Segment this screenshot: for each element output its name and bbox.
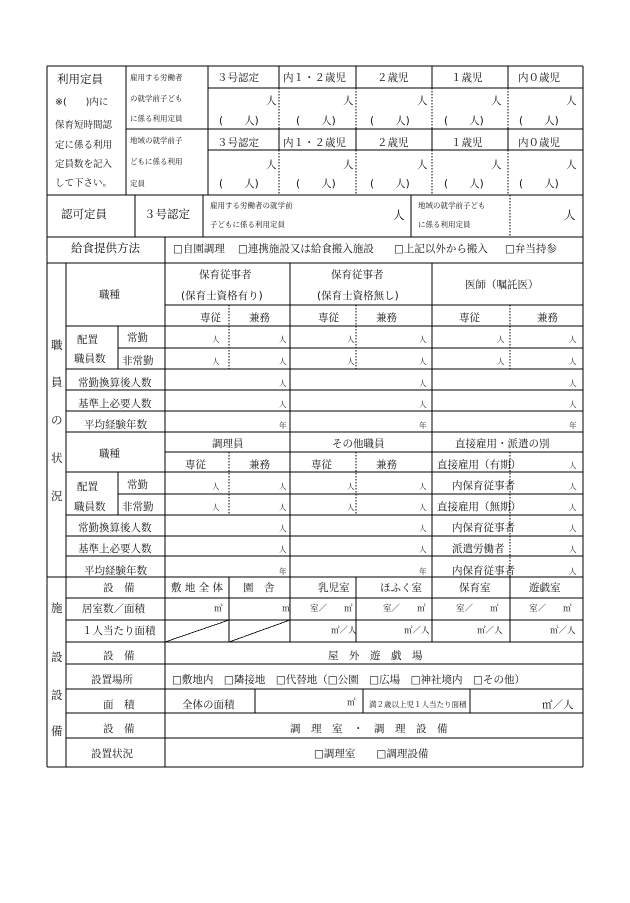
- nurse-unqualified-header-1: 保育従事者: [331, 269, 384, 281]
- community-capacity-label-2: どもに係る利用: [130, 157, 183, 166]
- approved-employer-label-1: 雇用する労働者の就学前: [210, 201, 293, 210]
- capacity-col-age1: １歳児: [451, 72, 483, 84]
- job-type-label: 職種: [99, 289, 120, 301]
- capacity-col-age1: １歳児: [451, 137, 483, 149]
- fulltime-header: 専従: [200, 312, 221, 324]
- staff-side-label-1: 職: [51, 338, 63, 352]
- nurse-staff-label: 内保育従事者: [452, 480, 515, 492]
- staff-side-label-5: 況: [51, 489, 63, 503]
- sqm-per-person: ㎡／人: [404, 626, 430, 636]
- approved-community-label-2: に係る利用定員: [418, 220, 471, 229]
- staff-unit: 人: [419, 379, 427, 388]
- staff-side-label-2: 員: [51, 375, 63, 389]
- concurrent-header: 兼務: [537, 312, 558, 324]
- rooms-area-label: 居室数／面積: [82, 603, 145, 615]
- staff-unit: 人: [569, 400, 577, 409]
- placement-label: 配置: [77, 481, 98, 493]
- kitchen-options[interactable]: □調理室 □調理設備: [314, 748, 429, 760]
- approved-community-label-1: 地域の就学前子ども: [418, 201, 486, 210]
- short-time-capacity: ( 人): [370, 178, 410, 190]
- capacity-unit: 人: [417, 159, 428, 171]
- concurrent-header: 兼務: [376, 459, 397, 471]
- community-capacity-label-3: 定員: [130, 179, 145, 188]
- sqm-per-child: ㎡／人: [542, 699, 574, 711]
- staff-unit: 人: [347, 503, 355, 512]
- room-site: 敷 地 全 体: [171, 582, 224, 594]
- employer-capacity-label-2: の就学前子ども: [130, 94, 183, 103]
- room-playroom: 遊戯室: [529, 582, 561, 594]
- capacity-unit: 人: [343, 95, 354, 107]
- staff-unit: 人: [569, 379, 577, 388]
- staff-unit: 人: [279, 545, 287, 554]
- per-child-2plus-label: 満２歳以上児１人当たり面積: [369, 700, 467, 709]
- meal-option-in-house[interactable]: □自園調理: [173, 243, 225, 255]
- staff-unit: 人: [279, 357, 287, 366]
- staff-unit: 人: [279, 379, 287, 388]
- year-unit: 年: [419, 421, 427, 430]
- staff-unit: 人: [419, 400, 427, 409]
- fulltime-header: 専従: [318, 312, 339, 324]
- staff-unit: 人: [419, 482, 427, 491]
- capacity-title: 利用定員: [57, 72, 103, 86]
- staff-unit: 人: [279, 482, 287, 491]
- staff-unit: 人: [419, 545, 427, 554]
- dispatched-label: 派遣労働者: [452, 543, 505, 555]
- nurse-qualified-header-1: 保育従事者: [199, 269, 252, 281]
- avg-years-label: 平均経験年数: [84, 565, 147, 577]
- irregular-label: 非常勤: [122, 355, 154, 367]
- staff-unit: 人: [569, 545, 577, 554]
- room-nursery: 保育室: [459, 582, 491, 594]
- total-area-label: 全体の面積: [182, 699, 235, 711]
- other-staff-header: その他職員: [332, 438, 385, 450]
- capacity-unit: 人: [491, 95, 502, 107]
- concurrent-header: 兼務: [249, 459, 270, 471]
- required-label: 基準上必要人数: [78, 398, 152, 410]
- staff-unit: 人: [347, 357, 355, 366]
- approved-employer-label-2: 子どもに係る利用定員: [210, 220, 285, 229]
- capacity-col-age2: ２歳児: [377, 137, 409, 149]
- meal-label: 給食提供方法: [71, 241, 140, 255]
- staff-unit: 人: [279, 503, 287, 512]
- staff-unit: 人: [279, 524, 287, 533]
- fulltime-header: 専従: [311, 459, 332, 471]
- short-time-capacity: ( 人): [370, 115, 410, 127]
- short-time-capacity: ( 人): [519, 178, 559, 190]
- year-unit: 年: [569, 421, 577, 430]
- sqm-per-person: ㎡／人: [331, 626, 357, 636]
- equipment-label: 設 備: [103, 650, 135, 662]
- fte-label: 常勤換算後人数: [78, 377, 152, 389]
- capacity-note-1: ※( )内に: [55, 97, 109, 108]
- equipment-label: 設 備: [103, 582, 135, 594]
- staff-unit: 人: [419, 335, 427, 344]
- room-sqm: 室／ ㎡: [456, 604, 499, 614]
- staff-unit: 人: [279, 400, 287, 409]
- short-time-capacity: ( 人): [219, 178, 259, 190]
- year-unit: 年: [419, 567, 427, 576]
- approved-community-unit: 人: [564, 208, 576, 222]
- capacity-unit: 人: [491, 159, 502, 171]
- capacity-unit: 人: [417, 95, 428, 107]
- fte-label: 常勤換算後人数: [78, 522, 152, 534]
- staff-count-label: 職員数: [74, 353, 106, 365]
- capacity-col-age2: ２歳児: [377, 72, 409, 84]
- fulltime-header: 専従: [459, 312, 480, 324]
- employment-type-header: 直接雇用・派遣の別: [455, 438, 550, 450]
- capacity-col-type3: ３号認定: [217, 137, 259, 149]
- staff-unit: 人: [569, 503, 577, 512]
- irregular-label: 非常勤: [122, 501, 154, 513]
- staff-unit: 人: [497, 357, 505, 366]
- staff-unit: 人: [569, 357, 577, 366]
- meal-option-bento[interactable]: □弁当持参: [505, 243, 557, 255]
- staff-unit: 人: [279, 335, 287, 344]
- required-label: 基準上必要人数: [78, 543, 152, 555]
- year-unit: 年: [279, 421, 287, 430]
- employer-capacity-label-1: 雇用する労働者: [130, 73, 183, 82]
- location-label: 設置場所: [91, 674, 133, 686]
- staff-side-label-4: 状: [51, 451, 63, 465]
- room-infant: 乳児室: [318, 582, 350, 594]
- staff-unit: 人: [497, 335, 505, 344]
- job-type-label: 職種: [99, 448, 120, 460]
- room-sqm: 室／ ㎡: [529, 604, 572, 614]
- cook-header: 調理員: [212, 438, 244, 450]
- short-time-capacity: ( 人): [444, 115, 484, 127]
- sqm-unit: ㎡: [347, 698, 356, 708]
- staff-unit: 人: [347, 482, 355, 491]
- avg-years-label: 平均経験年数: [84, 419, 147, 431]
- room-building: 園 舎: [243, 582, 275, 594]
- capacity-unit: 人: [566, 159, 577, 171]
- staff-unit: 人: [419, 357, 427, 366]
- capacity-unit: 人: [343, 159, 354, 171]
- regular-label: 常勤: [127, 332, 148, 344]
- staff-side-label-3: の: [51, 413, 63, 427]
- concurrent-header: 兼務: [376, 312, 397, 324]
- staff-unit: 人: [569, 482, 577, 491]
- capacity-note-2: 保育短時間認: [55, 120, 113, 131]
- placement-label: 配置: [77, 334, 98, 346]
- capacity-unit: 人: [266, 95, 277, 107]
- employer-capacity-label-3: に係る利用定員: [130, 114, 183, 123]
- capacity-col-age12: 内１・２歳児: [283, 137, 346, 149]
- capacity-col-age12: 内１・２歳児: [283, 72, 346, 84]
- concurrent-header: 兼務: [249, 312, 270, 324]
- staff-unit: 人: [569, 335, 577, 344]
- nurse-staff-label: 内保育従事者: [452, 565, 515, 577]
- per-person-label: １人当たり面積: [82, 625, 156, 637]
- nurse-unqualified-header-2: (保育士資格無し): [317, 290, 399, 302]
- playground-header: 屋 外 遊 戯 場: [328, 650, 423, 662]
- fulltime-header: 専従: [185, 459, 206, 471]
- meal-option-linked[interactable]: □連携施設又は給食搬入施設: [238, 243, 374, 255]
- approved-type: ３号認定: [144, 207, 190, 221]
- grid-line: [165, 620, 229, 642]
- capacity-note-3: 定に係る利用: [55, 140, 113, 151]
- kitchen-header: 調 理 室 ・ 調 理 設 備: [290, 723, 448, 735]
- direct-fixed-label: 直接雇用（有期）: [437, 459, 521, 471]
- facility-side-label-2: 設: [51, 650, 63, 664]
- capacity-col-age0: 内０歳児: [518, 137, 560, 149]
- short-time-capacity: ( 人): [296, 115, 336, 127]
- install-status-label: 設置状況: [91, 748, 133, 760]
- facility-side-label-4: 備: [51, 724, 63, 738]
- short-time-capacity: ( 人): [219, 115, 259, 127]
- short-time-capacity: ( 人): [296, 178, 336, 190]
- staff-unit: 人: [212, 482, 220, 491]
- approved-employer-unit: 人: [393, 208, 405, 222]
- room-crawling: ほふく室: [380, 582, 422, 594]
- capacity-col-age0: 内０歳児: [518, 72, 560, 84]
- staff-unit: 人: [569, 461, 577, 470]
- sqm-per-person: ㎡／人: [477, 626, 503, 636]
- capacity-unit: 人: [566, 95, 577, 107]
- nurse-qualified-header-2: (保育士資格有り): [181, 290, 263, 302]
- regular-label: 常勤: [127, 479, 148, 491]
- capacity-col-type3: ３号認定: [217, 72, 259, 84]
- capacity-note-4: 定員数を記入: [55, 159, 113, 170]
- capacity-note-5: して下さい。: [55, 178, 113, 189]
- staff-count-label: 職員数: [74, 501, 106, 513]
- doctor-header: 医師（嘱託医）: [465, 279, 539, 291]
- facility-side-label-3: 設: [51, 688, 63, 702]
- staff-unit: 人: [419, 503, 427, 512]
- equipment-label: 設 備: [103, 723, 135, 735]
- facility-side-label-1: 施: [51, 601, 63, 615]
- short-time-capacity: ( 人): [444, 178, 484, 190]
- direct-open-label: 直接雇用（無期）: [437, 501, 521, 513]
- capacity-unit: 人: [266, 159, 277, 171]
- staff-unit: 人: [212, 335, 220, 344]
- staff-unit: 人: [212, 503, 220, 512]
- approved-capacity-title: 認可定員: [61, 207, 107, 221]
- meal-option-other-delivery[interactable]: □上記以外から搬入: [394, 243, 488, 255]
- nurse-staff-label: 内保育従事者: [452, 522, 515, 534]
- staff-unit: 人: [347, 335, 355, 344]
- staff-unit: 人: [419, 524, 427, 533]
- staff-unit: 人: [569, 524, 577, 533]
- staff-unit: 人: [212, 357, 220, 366]
- year-unit: 年: [279, 567, 287, 576]
- sqm-unit: ㎡: [214, 604, 223, 614]
- area-label: 面 積: [103, 699, 135, 711]
- room-sqm: 室／ ㎡: [383, 604, 426, 614]
- community-capacity-label-1: 地域の就学前子: [130, 136, 183, 145]
- short-time-capacity: ( 人): [519, 115, 559, 127]
- grid-line: [229, 620, 290, 642]
- room-sqm: 室／ ㎡: [310, 604, 353, 614]
- location-options[interactable]: □敷地内 □隣接地 □代替地（□公園 □広場 □神社境内 □その他）: [172, 674, 525, 686]
- staff-unit: 人: [569, 567, 577, 576]
- sqm-unit: ㎡: [282, 604, 291, 614]
- sqm-per-person: ㎡／人: [550, 626, 576, 636]
